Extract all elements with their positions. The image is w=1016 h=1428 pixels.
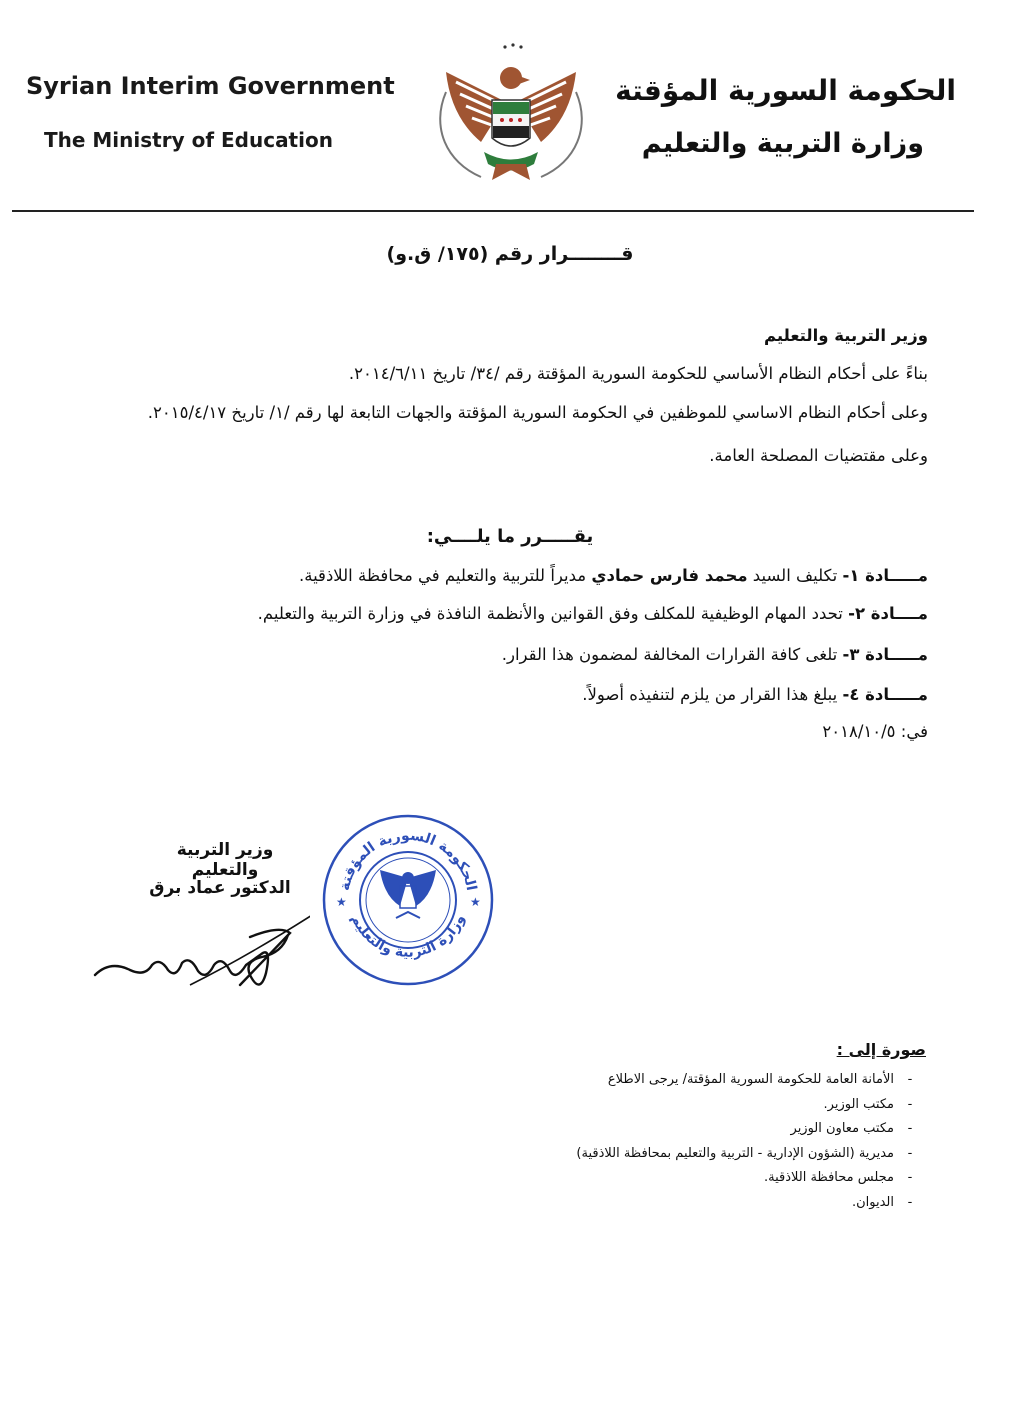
article-text: تحدد المهام الوظيفية للمكلف وفق القوانين والأنظمة النافذة في وزارة التربية والتعليم. xyxy=(257,604,849,623)
list-item: -مكتب معاون الوزير xyxy=(790,1121,913,1136)
preamble-line-2: وعلى أحكام النظام الاساسي للموظفين في الحكومة السورية المؤقتة والجهات التابعة لها رقم /١/ تاريخ ٢٠١٥/٤/١٧. xyxy=(147,403,928,422)
ministry-name-ar: وزارة التربية والتعليم xyxy=(641,128,924,159)
list-item: -مكتب الوزير. xyxy=(823,1096,913,1112)
signatory-name: الدكتور عماد برق xyxy=(149,878,291,898)
preamble-line-3: وعلى مقتضيات المصلحة العامة. xyxy=(709,446,928,465)
appointee-name: محمد فارس حمادي xyxy=(591,566,748,585)
ministry-name-en: The Ministry of Education xyxy=(44,128,333,152)
article-text: تكليف السيد xyxy=(747,566,843,585)
stamp-text-bottom: وزارة التربية والتعليم xyxy=(347,912,469,961)
article-label: مـــــادة ٣- xyxy=(842,645,928,664)
list-item: -مجلس محافظة اللاذقية. xyxy=(763,1170,913,1185)
svg-text:★: ★ xyxy=(336,895,347,909)
article-2 xyxy=(258,604,928,623)
svg-text:وزارة التربية والتعليم xyxy=(348,912,468,961)
copies-list xyxy=(576,1068,926,1215)
decree-date: في: ٢٠١٨/١٠/٥ xyxy=(822,722,928,741)
article-4 xyxy=(582,685,928,704)
list-item: -الأمانة العامة للحكومة السورية المؤقتة/ يرجى الاطلاع xyxy=(607,1072,913,1087)
list-item: -مديرية (الشؤون الإدارية - التربية والتعليم بمحافظة اللاذقية) xyxy=(576,1145,913,1161)
article-3 xyxy=(502,645,928,664)
eagle-emblem-icon xyxy=(426,42,596,192)
article-label: مـــــادة ٤- xyxy=(842,685,928,704)
stamp-text-top: الحكومة السورية المؤقتة xyxy=(336,827,480,893)
list-item: -الديوان. xyxy=(851,1194,913,1210)
article-text-rest: مديراً للتربية والتعليم في محافظة اللاذقية. xyxy=(298,566,592,585)
article-1 xyxy=(299,566,928,585)
org-name-ar: الحكومة السورية المؤقتة xyxy=(615,74,956,107)
header-divider xyxy=(12,210,974,212)
signatory-title: وزير التربية والتعليم xyxy=(176,840,274,880)
decree-title: قــــــــرار رقم (١٧٥/ ق.و) xyxy=(386,243,634,265)
article-text: تلغى كافة القرارات المخالفة لمضمون هذا القرار. xyxy=(501,645,843,664)
handwritten-signature xyxy=(90,915,310,995)
org-name-en: Syrian Interim Government xyxy=(26,72,395,100)
official-stamp xyxy=(320,812,496,988)
article-label: مـــــادة ١- xyxy=(842,566,928,585)
article-text: يبلغ هذا القرار من يلزم لتنفيذه أصولاً. xyxy=(582,685,843,704)
svg-text:★: ★ xyxy=(470,895,481,909)
decides-heading: يقـــــرر ما يلــــي: xyxy=(426,526,594,547)
addressee: وزير التربية والتعليم xyxy=(763,326,928,345)
preamble-line-1: بناءً على أحكام النظام الأساسي للحكومة السورية المؤقتة رقم /٣٤/ تاريخ ٢٠١٤/٦/١١. xyxy=(348,364,928,383)
article-label: مــــادة ٢- xyxy=(848,604,928,623)
copies-heading: صورة إلى : xyxy=(836,1040,926,1059)
